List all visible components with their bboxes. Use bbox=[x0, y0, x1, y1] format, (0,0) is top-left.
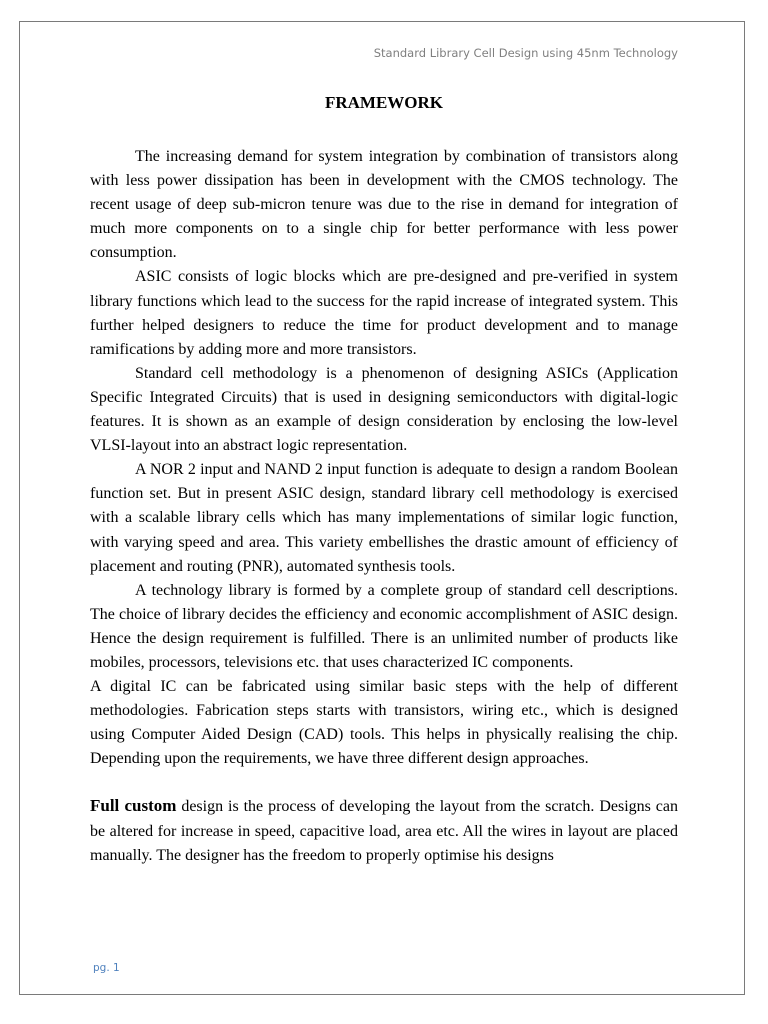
page-number: pg. 1 bbox=[93, 962, 120, 974]
running-header: Standard Library Cell Design using 45nm Technology bbox=[373, 46, 678, 60]
paragraph-nor-nand: A NOR 2 input and NAND 2 input function is adequate to design a random Boolean function set. But in present ASIC design, standard library cell methodology is exercised with a scalable library cells which has many implementations of similar logic function, with varying speed and area. This variety embellishes the drastic amount of efficiency of placement and routing (PNR), automated synthesis tools. bbox=[90, 461, 678, 575]
body-text bbox=[90, 145, 678, 868]
paragraph-standard-cell-methodology: Standard cell methodology is a phenomenon of designing ASICs (Application Specific Integrated Circuits) that is used in designing semiconductors with digital-logic features. It is shown as an example of design consideration by enclosing the low-level VLSI-layout into an abstract logic representation. bbox=[90, 364, 678, 455]
paragraph-system-integration: The increasing demand for system integration by combination of transistors along with less power dissipation has been in development with the CMOS technology. The recent usage of deep sub-micron tenure was due to the rise in demand for integration of much more components on to a single chip for better performance with less power consumption. bbox=[90, 148, 678, 262]
paragraph-digital-ic: A digital IC can be fabricated using similar basic steps with the help of different methodologies. Fabrication steps starts with transistors, wiring etc., which is designed using Computer Aided Design (CAD) tools. This helps in physically realising the chip. Depending upon the requirements, we have three different design approaches. bbox=[90, 678, 678, 768]
paragraph-technology-library: A technology library is formed by a complete group of standard cell descriptions. The choice of library decides the efficiency and economic accomplishment of ASIC design. Hence the design requirement is fulfilled. There is an unlimited number of products like mobiles, processors, televisions etc. that uses characterized IC components. bbox=[90, 581, 678, 671]
paragraph-full-custom bbox=[90, 794, 678, 867]
paragraph-asic: ASIC consists of logic blocks which are pre-designed and pre-verified in system library functions which lead to the success for the rapid increase of integrated system. This further helped designers to reduce the time for product development and to manage ramifications by adding more and more transistors. bbox=[90, 268, 678, 358]
page-title: FRAMEWORK bbox=[324, 93, 444, 112]
full-custom-term: Full custom bbox=[90, 796, 177, 816]
full-custom-text: design is the process of developing the layout from the scratch. Designs can be altered for increase in speed, capacitive load, area etc. All the wires in layout are placed manually. The designer has the freedom to properly optimise his designs bbox=[90, 798, 678, 864]
